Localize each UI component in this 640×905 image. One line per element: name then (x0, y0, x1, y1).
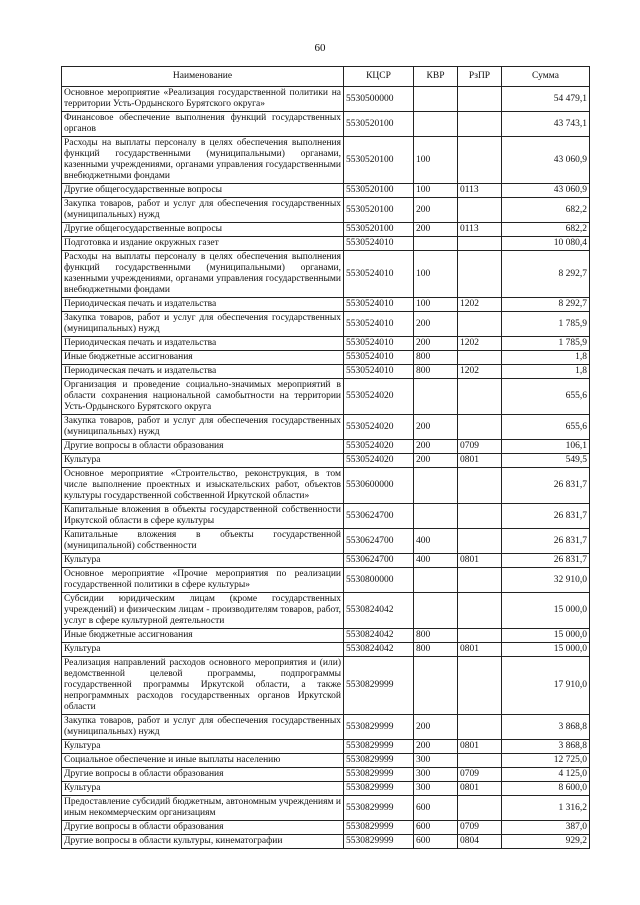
table-row (62, 740, 590, 754)
cell-code: 5530524010 (344, 312, 414, 337)
header-kcsr: КЦСР (344, 67, 414, 87)
cell-rzpr: 0709 (458, 440, 502, 454)
cell-code: 5530824042 (344, 593, 414, 629)
cell-rzpr: 0709 (458, 768, 502, 782)
cell-sum: 3 868,8 (502, 715, 590, 740)
cell-code: 5530624700 (344, 504, 414, 529)
table-body (62, 87, 590, 849)
cell-name: Закупка товаров, работ и услуг для обеспечения государственных (муниципальных) нужд (62, 312, 344, 337)
cell-sum: 549,5 (502, 454, 590, 468)
table-row (62, 223, 590, 237)
cell-code: 5530524010 (344, 298, 414, 312)
cell-kvr: 200 (414, 740, 458, 754)
table-row (62, 529, 590, 554)
table-row (62, 715, 590, 740)
cell-kvr (414, 237, 458, 251)
cell-sum: 54 479,1 (502, 87, 590, 112)
cell-kvr: 800 (414, 365, 458, 379)
cell-name: Закупка товаров, работ и услуг для обеспечения государственных (муниципальных) нужд (62, 198, 344, 223)
cell-name: Культура (62, 643, 344, 657)
cell-name: Другие общегосударственные вопросы (62, 223, 344, 237)
cell-code: 5530824042 (344, 629, 414, 643)
cell-rzpr (458, 112, 502, 137)
cell-sum: 106,1 (502, 440, 590, 454)
cell-kvr (414, 568, 458, 593)
table-row (62, 568, 590, 593)
cell-kvr (414, 657, 458, 715)
cell-sum: 929,2 (502, 835, 590, 849)
cell-code: 5530829999 (344, 796, 414, 821)
cell-kvr: 800 (414, 351, 458, 365)
cell-code: 5530524010 (344, 337, 414, 351)
cell-code: 5530600000 (344, 468, 414, 504)
header-name: Наименование (62, 67, 344, 87)
cell-name: Другие общегосударственные вопросы (62, 184, 344, 198)
cell-name: Культура (62, 782, 344, 796)
cell-code: 5530829999 (344, 657, 414, 715)
cell-rzpr (458, 312, 502, 337)
table-row (62, 629, 590, 643)
header-rzpr: РзПР (458, 67, 502, 87)
cell-sum: 682,2 (502, 198, 590, 223)
cell-name: Закупка товаров, работ и услуг для обеспечения государственных (муниципальных) нужд (62, 415, 344, 440)
header-sum: Сумма (502, 67, 590, 87)
cell-name: Социальное обеспечение и иные выплаты населению (62, 754, 344, 768)
table-row (62, 454, 590, 468)
cell-name: Основное мероприятие «Реализация государственной политики на территории Усть-Ордынского Бурятского округа» (62, 87, 344, 112)
cell-rzpr (458, 593, 502, 629)
table-row (62, 351, 590, 365)
cell-kvr: 200 (414, 454, 458, 468)
cell-sum: 4 125,0 (502, 768, 590, 782)
cell-rzpr (458, 657, 502, 715)
cell-sum: 10 080,4 (502, 237, 590, 251)
table-row (62, 821, 590, 835)
cell-rzpr: 0801 (458, 643, 502, 657)
cell-rzpr: 1202 (458, 337, 502, 351)
table-row (62, 754, 590, 768)
cell-kvr (414, 379, 458, 415)
cell-code: 5530500000 (344, 87, 414, 112)
cell-code: 5530829999 (344, 754, 414, 768)
cell-name: Другие вопросы в области культуры, кинематографии (62, 835, 344, 849)
budget-table (61, 66, 590, 849)
table-row (62, 468, 590, 504)
cell-name: Организация и проведение социально-значимых мероприятий в области сохранения национальной самобытности на территории Усть-Ордынского Бурятского округа (62, 379, 344, 415)
table-row (62, 657, 590, 715)
cell-code: 5530520100 (344, 137, 414, 184)
page-number: 60 (314, 42, 326, 54)
table-header-row (62, 67, 590, 87)
cell-code: 5530524020 (344, 440, 414, 454)
cell-code: 5530524020 (344, 454, 414, 468)
cell-sum: 8 600,0 (502, 782, 590, 796)
cell-code: 5530524010 (344, 365, 414, 379)
cell-code: 5530524010 (344, 251, 414, 298)
cell-sum: 1,8 (502, 365, 590, 379)
cell-sum: 26 831,7 (502, 529, 590, 554)
cell-rzpr (458, 137, 502, 184)
table-row (62, 298, 590, 312)
cell-kvr: 300 (414, 782, 458, 796)
cell-kvr: 200 (414, 198, 458, 223)
cell-rzpr (458, 529, 502, 554)
cell-kvr: 200 (414, 312, 458, 337)
cell-name: Культура (62, 454, 344, 468)
cell-sum: 1 316,2 (502, 796, 590, 821)
cell-sum: 655,6 (502, 415, 590, 440)
cell-sum: 43 743,1 (502, 112, 590, 137)
cell-rzpr (458, 568, 502, 593)
cell-code: 5530829999 (344, 740, 414, 754)
cell-rzpr (458, 415, 502, 440)
cell-code: 5530829999 (344, 768, 414, 782)
cell-sum: 43 060,9 (502, 184, 590, 198)
cell-name: Расходы на выплаты персоналу в целях обеспечения выполнения функций государственными (муниципальными) органами, казенными учреждениями, органами управления государственными внебюджетными фондами (62, 251, 344, 298)
cell-name: Субсидии юридическим лицам (кроме государственных учреждений) и физическим лицам - производителям товаров, работ, услуг в сфере культурной деятельности (62, 593, 344, 629)
cell-kvr (414, 112, 458, 137)
cell-rzpr (458, 251, 502, 298)
cell-kvr: 200 (414, 440, 458, 454)
table-row (62, 415, 590, 440)
cell-sum: 3 868,8 (502, 740, 590, 754)
cell-name: Периодическая печать и издательства (62, 365, 344, 379)
cell-kvr: 600 (414, 821, 458, 835)
cell-sum: 682,2 (502, 223, 590, 237)
cell-sum: 15 000,0 (502, 643, 590, 657)
cell-sum: 12 725,0 (502, 754, 590, 768)
table-row (62, 137, 590, 184)
cell-kvr (414, 87, 458, 112)
table-row (62, 87, 590, 112)
cell-rzpr (458, 629, 502, 643)
cell-sum: 17 910,0 (502, 657, 590, 715)
cell-rzpr (458, 715, 502, 740)
cell-name: Подготовка и издание окружных газет (62, 237, 344, 251)
cell-rzpr (458, 351, 502, 365)
cell-rzpr: 0804 (458, 835, 502, 849)
cell-rzpr (458, 87, 502, 112)
cell-sum: 8 292,7 (502, 298, 590, 312)
table-row (62, 251, 590, 298)
cell-code: 5530524020 (344, 415, 414, 440)
cell-rzpr (458, 754, 502, 768)
cell-rzpr: 1202 (458, 365, 502, 379)
cell-kvr: 800 (414, 643, 458, 657)
cell-code: 5530520100 (344, 112, 414, 137)
cell-name: Другие вопросы в области образования (62, 821, 344, 835)
cell-rzpr: 0801 (458, 554, 502, 568)
table-row (62, 643, 590, 657)
cell-name: Периодическая печать и издательства (62, 337, 344, 351)
cell-code: 5530624700 (344, 529, 414, 554)
cell-name: Периодическая печать и издательства (62, 298, 344, 312)
cell-name: Закупка товаров, работ и услуг для обеспечения государственных (муниципальных) нужд (62, 715, 344, 740)
cell-code: 5530524010 (344, 237, 414, 251)
cell-rzpr: 0801 (458, 454, 502, 468)
cell-sum: 1 785,9 (502, 337, 590, 351)
cell-code: 5530520100 (344, 184, 414, 198)
cell-rzpr (458, 468, 502, 504)
cell-kvr: 400 (414, 554, 458, 568)
cell-code: 5530800000 (344, 568, 414, 593)
cell-sum: 32 910,0 (502, 568, 590, 593)
table-row (62, 796, 590, 821)
cell-kvr: 600 (414, 835, 458, 849)
table-row (62, 184, 590, 198)
table-row (62, 782, 590, 796)
header-kvr: КВР (414, 67, 458, 87)
cell-rzpr (458, 504, 502, 529)
cell-kvr: 200 (414, 415, 458, 440)
table-row (62, 379, 590, 415)
cell-name: Культура (62, 740, 344, 754)
cell-rzpr: 0801 (458, 782, 502, 796)
cell-rzpr: 0709 (458, 821, 502, 835)
cell-sum: 1,8 (502, 351, 590, 365)
cell-kvr: 800 (414, 629, 458, 643)
table-row (62, 835, 590, 849)
table-row (62, 554, 590, 568)
cell-name: Иные бюджетные ассигнования (62, 351, 344, 365)
cell-kvr: 100 (414, 184, 458, 198)
cell-kvr: 200 (414, 337, 458, 351)
cell-name: Капитальные вложения в объекты государственной (муниципальной) собственности (62, 529, 344, 554)
cell-kvr (414, 593, 458, 629)
cell-name: Иные бюджетные ассигнования (62, 629, 344, 643)
cell-sum: 8 292,7 (502, 251, 590, 298)
table-row (62, 198, 590, 223)
table-row (62, 237, 590, 251)
cell-kvr: 100 (414, 298, 458, 312)
cell-kvr (414, 504, 458, 529)
cell-name: Финансовое обеспечение выполнения функций государственных органов (62, 112, 344, 137)
cell-rzpr (458, 379, 502, 415)
cell-name: Другие вопросы в области образования (62, 768, 344, 782)
cell-rzpr (458, 198, 502, 223)
table-row (62, 365, 590, 379)
cell-code: 5530524020 (344, 379, 414, 415)
cell-code: 5530829999 (344, 835, 414, 849)
table-row (62, 593, 590, 629)
cell-kvr (414, 468, 458, 504)
cell-code: 5530520100 (344, 198, 414, 223)
cell-sum: 43 060,9 (502, 137, 590, 184)
table-row (62, 337, 590, 351)
cell-name: Другие вопросы в области образования (62, 440, 344, 454)
cell-name: Реализация направлений расходов основного мероприятия и (или) ведомственной целевой программы, подпрограммы государственной программы Иркутской области, а также непрограммных расходов государственных органов Иркутской области (62, 657, 344, 715)
cell-code: 5530829999 (344, 715, 414, 740)
cell-rzpr: 1202 (458, 298, 502, 312)
cell-rzpr: 0113 (458, 223, 502, 237)
cell-sum: 387,0 (502, 821, 590, 835)
cell-name: Культура (62, 554, 344, 568)
cell-code: 5530829999 (344, 821, 414, 835)
cell-code: 5530624700 (344, 554, 414, 568)
cell-name: Предоставление субсидий бюджетным, автономным учреждениям и иным некоммерческим организациям (62, 796, 344, 821)
cell-rzpr (458, 237, 502, 251)
cell-rzpr: 0801 (458, 740, 502, 754)
cell-kvr: 200 (414, 715, 458, 740)
cell-code: 5530520100 (344, 223, 414, 237)
cell-kvr: 100 (414, 137, 458, 184)
cell-sum: 15 000,0 (502, 629, 590, 643)
cell-kvr: 400 (414, 529, 458, 554)
cell-kvr: 300 (414, 754, 458, 768)
cell-name: Расходы на выплаты персоналу в целях обеспечения выполнения функций государственными (муниципальными) органами, казенными учреждениями, органами управления государственными внебюджетными фондами (62, 137, 344, 184)
cell-kvr: 300 (414, 768, 458, 782)
table-row (62, 504, 590, 529)
cell-sum: 655,6 (502, 379, 590, 415)
table-row (62, 312, 590, 337)
cell-code: 5530829999 (344, 782, 414, 796)
cell-sum: 26 831,7 (502, 554, 590, 568)
cell-sum: 26 831,7 (502, 504, 590, 529)
cell-name: Основное мероприятие «Прочие мероприятия по реализации государственной политики в сфере культуры» (62, 568, 344, 593)
cell-name: Основное мероприятие «Строительство, реконструкция, в том числе выполнение проектных и изыскательских работ, объектов культуры государственной собственной Иркутской области» (62, 468, 344, 504)
cell-sum: 26 831,7 (502, 468, 590, 504)
table-row (62, 112, 590, 137)
cell-rzpr: 0113 (458, 184, 502, 198)
cell-sum: 1 785,9 (502, 312, 590, 337)
cell-sum: 15 000,0 (502, 593, 590, 629)
cell-kvr: 100 (414, 251, 458, 298)
cell-kvr: 600 (414, 796, 458, 821)
cell-rzpr (458, 796, 502, 821)
cell-code: 5530824042 (344, 643, 414, 657)
table-row (62, 768, 590, 782)
cell-code: 5530524010 (344, 351, 414, 365)
cell-kvr: 200 (414, 223, 458, 237)
table-row (62, 440, 590, 454)
cell-name: Капитальные вложения в объекты государственной собственности Иркутской области в сфере культуры (62, 504, 344, 529)
